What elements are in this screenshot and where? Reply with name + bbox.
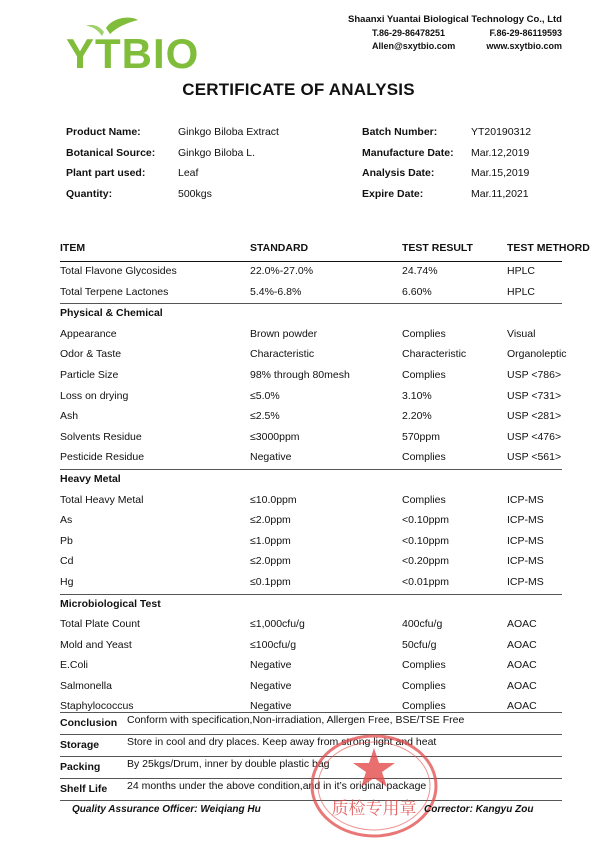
info-label2: Analysis Date: — [362, 167, 435, 179]
table-row: As ≤2.0ppm <0.10ppm ICP-MS — [60, 514, 544, 527]
row-item: Cd — [60, 555, 74, 568]
info-label2: Manufacture Date: — [362, 146, 454, 159]
qa-signature: Quality Assurance Officer: Weiqiang Hu — [72, 804, 261, 815]
table-header: ITEM STANDARD TEST RESULT TEST METHORD — [60, 239, 562, 262]
section-title: Heavy Metal — [60, 472, 121, 485]
company-email: Allen@sxytbio.com — [372, 41, 456, 51]
info-label: Botanical Source: — [66, 146, 156, 159]
table-row: Pb ≤1.0ppm <0.10ppm ICP-MS — [60, 534, 544, 547]
info-value: Ginkgo Biloba L. — [178, 146, 256, 159]
star-icon — [353, 748, 395, 787]
section-title: Microbiological Test — [60, 597, 161, 610]
info-label2: Batch Number: — [362, 126, 438, 138]
info-label: Plant part used: — [66, 167, 146, 179]
row-item: Total Heavy Metal — [60, 493, 144, 506]
row-item: Loss on drying — [60, 389, 129, 402]
footer-value: Store in cool and dry places. Keep away from strong light and heat — [127, 736, 437, 748]
company-logo — [66, 14, 206, 74]
info-label2: Expire Date: — [362, 187, 424, 200]
row-item: Mold and Yeast — [60, 638, 132, 651]
row-item: Hg — [60, 575, 74, 588]
section-title: Physical & Chemical — [60, 307, 163, 320]
document-title: CERTIFICATE OF ANALYSIS — [182, 80, 415, 99]
info-value2: Mar.15,2019 — [471, 167, 530, 179]
table-row: Total Terpene Lactones 5.4%-6.8% 6.60% HPLC — [60, 285, 536, 298]
table-row: Solvents Residue ≤3000ppm 570ppm USP <476> — [60, 430, 562, 443]
stamp-text: 质检专用章 — [331, 799, 417, 819]
company-contact — [300, 13, 562, 54]
row-item: Total Plate Count — [60, 618, 140, 631]
info-value: 500kgs — [178, 187, 212, 200]
info-value: Ginkgo Biloba Extract — [178, 126, 279, 138]
info-value2: Mar.12,2019 — [471, 146, 530, 159]
row-item: Odor & Taste — [60, 348, 122, 361]
row-item: Pesticide Residue — [60, 451, 145, 464]
info-value2: Mar.11,2021 — [471, 187, 529, 200]
footer-label: Packing — [60, 761, 101, 773]
section-heading — [60, 594, 562, 616]
table-row: Mold and Yeast ≤100cfu/g 50cfu/g AOAC — [60, 638, 537, 651]
info-row — [66, 167, 566, 188]
corrector-signature: Corrector: Kangyu Zou — [424, 804, 534, 815]
company-fax: F.86-29-86119593 — [489, 27, 562, 38]
footer-label: Conclusion — [60, 717, 118, 729]
info-row — [66, 188, 566, 209]
table-row: E.Coli Negative Complies AOAC — [60, 659, 537, 672]
table-row: Pesticide Residue Negative Complies USP <561> — [60, 451, 562, 464]
info-label: Product Name: — [66, 126, 141, 138]
row-item: Solvents Residue — [60, 430, 142, 443]
row-item: Ash — [60, 410, 79, 423]
row-item: Salmonella — [60, 679, 112, 692]
product-info — [66, 126, 566, 208]
info-value2: YT20190312 — [471, 126, 532, 138]
table-row: Cd ≤2.0ppm <0.20ppm ICP-MS — [60, 555, 544, 568]
footer-value: Conform with specification,Non-irradiation, Allergen Free, BSE/TSE Free — [127, 714, 465, 726]
footer-value: By 25kgs/Drum, inner by double plastic bag — [127, 758, 330, 770]
footer-label: Shelf Life — [60, 783, 108, 795]
analysis-table — [60, 239, 590, 718]
info-row — [66, 126, 566, 147]
company-tel: T.86-29-86478251 — [372, 27, 446, 38]
section-heading — [60, 303, 562, 325]
row-item: Appearance — [60, 327, 117, 340]
info-label: Quantity: — [66, 187, 113, 200]
company-name: Shaanxi Yuantai Biological Technology Co., Ltd — [348, 14, 562, 25]
row-item: Staphylococcus — [60, 700, 134, 713]
table-row: Ash ≤2.5% 2.20% USP <281> — [60, 410, 562, 423]
quality-stamp — [308, 728, 440, 840]
footer-label: Storage — [60, 739, 100, 751]
table-row: Appearance Brown powder Complies Visual — [60, 327, 536, 340]
table-row: Total Flavone Glycosides 22.0%-27.0% 24.74% HPLC — [60, 265, 536, 277]
table-row: Salmonella Negative Complies AOAC — [60, 679, 537, 692]
row-item: E.Coli — [60, 659, 89, 672]
table-row: Particle Size 98% through 80mesh Complies USP <786> — [60, 368, 562, 381]
info-value: Leaf — [178, 167, 199, 179]
logo-text: YTBIO — [66, 30, 200, 74]
table-row: Loss on drying ≤5.0% 3.10% USP <731> — [60, 389, 562, 402]
header-item: ITEM — [60, 242, 86, 254]
table-row: Total Plate Count ≤1,000cfu/g 400cfu/g AOAC — [60, 618, 537, 631]
table-row: Hg ≤0.1ppm <0.01ppm ICP-MS — [60, 575, 544, 588]
row-item: Total Flavone Glycosides — [60, 265, 177, 277]
table-row: Staphylococcus Negative Complies AOAC — [60, 700, 537, 713]
footer-value: 24 months under the above condition,and in it’s original package — [127, 780, 427, 792]
row-item: Total Terpene Lactones — [60, 285, 169, 298]
company-web: www.sxytbio.com — [486, 41, 562, 51]
row-item: Particle Size — [60, 368, 119, 381]
section-heading — [60, 469, 562, 491]
row-item: As — [60, 514, 73, 527]
table-row: Total Heavy Metal ≤10.0ppm Complies ICP-MS — [60, 493, 544, 506]
info-row — [66, 147, 566, 168]
table-row: Odor & Taste Characteristic Characteristic Organoleptic — [60, 348, 567, 361]
row-item: Pb — [60, 534, 73, 547]
